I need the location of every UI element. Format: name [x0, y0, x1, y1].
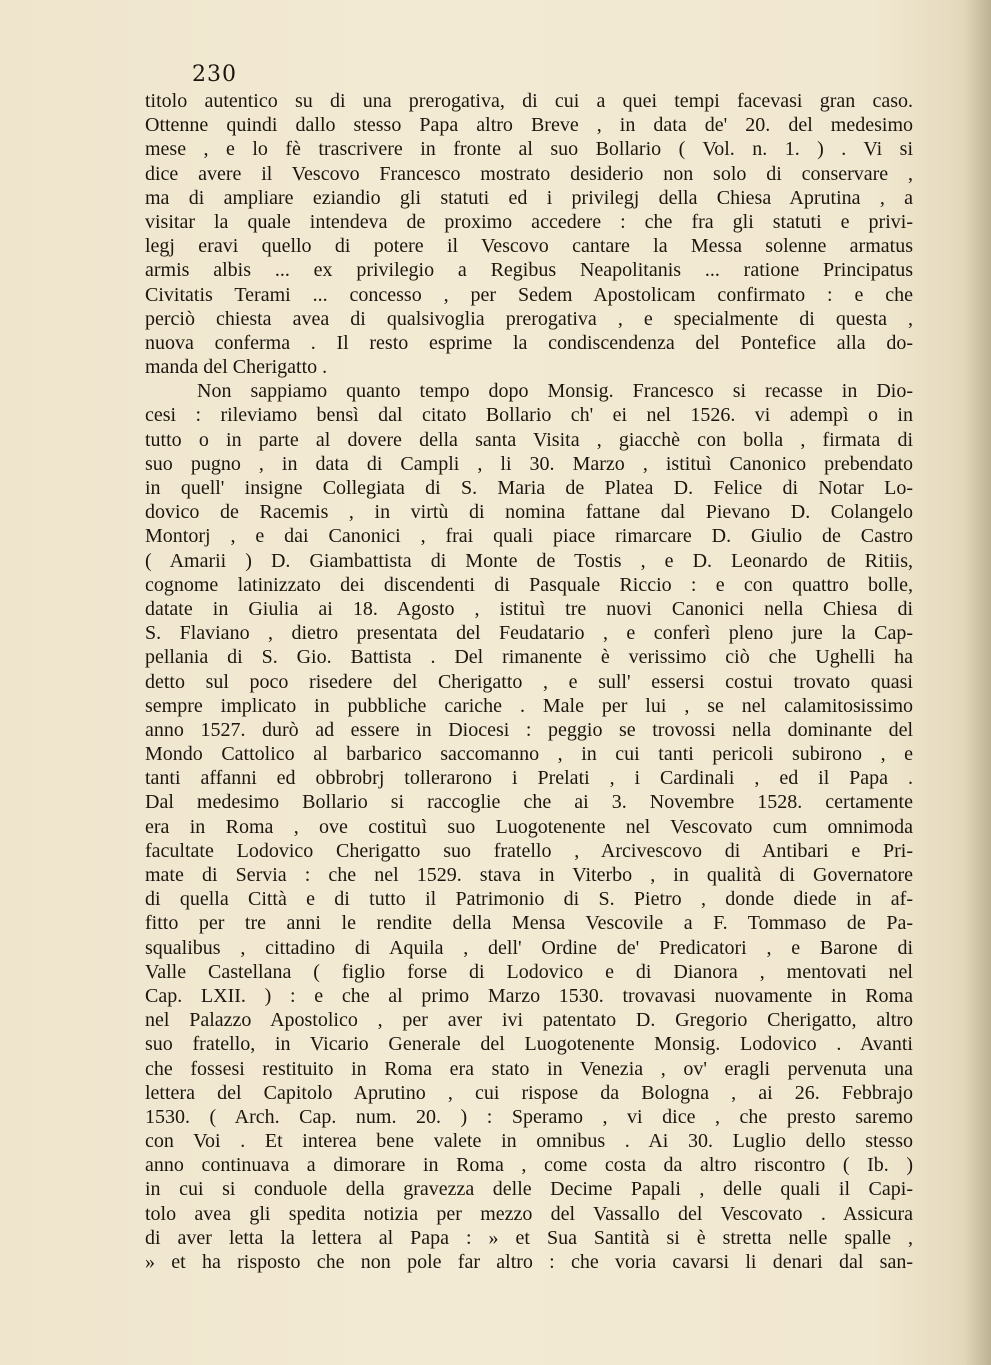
text-line: legj eravi quello di potere il Vescovo cantare la Messa solenne armatus	[145, 235, 913, 258]
text-line: S. Flaviano , dietro presentata del Feudatario , e conferì pleno jure la Cap-	[145, 622, 913, 645]
text-line: di quella Città e di tutto il Patrimonio di S. Pietro , donde diede in af-	[145, 888, 913, 911]
text-line: Montorj , e dai Canonici , frai quali piace rimarcare D. Giulio de Castro	[145, 525, 913, 548]
text-line: nuova conferma . Il resto esprime la condiscendenza del Pontefice alla do-	[145, 331, 913, 354]
text-line: lettera del Capitolo Aprutino , cui rispose da Bologna , ai 26. Febbrajo	[145, 1081, 913, 1104]
text-line: mese , e lo fè trascrivere in fronte al suo Bollario ( Vol. n. 1. ) . Vi si	[145, 138, 913, 161]
text-line: sempre implicato in pubbliche cariche . Male per lui , se nel calamitosissimo	[145, 694, 913, 717]
text-line: » et ha risposto che non pole far altro : che voria cavarsi li denari dal san-	[145, 1251, 913, 1273]
text-line: suo fratello, in Vicario Generale del Luogotenente Monsig. Lodovico . Avanti	[145, 1033, 913, 1056]
text-line: anno 1527. durò ad essere in Diocesi : peggio se trovossi nella dominante del	[145, 718, 913, 741]
text-line: armis albis ... ex privilegio a Regibus Neapolitanis ... ratione Principatus	[145, 259, 913, 282]
text-line: Dal medesimo Bollario si raccoglie che ai 3. Novembre 1528. certamente	[145, 791, 913, 814]
text-line: fitto per tre anni le rendite della Mensa Vescovile a F. Tommaso de Pa-	[145, 912, 913, 935]
text-line: ( Amarii ) D. Giambattista di Monte de Tostis , e D. Leonardo de Ritiis,	[145, 549, 913, 572]
text-line: 1530. ( Arch. Cap. num. 20. ) : Speramo , vi dice , che presto saremo	[145, 1105, 913, 1128]
text-line: in quell' insigne Collegiata di S. Maria de Platea D. Felice di Notar Lo-	[145, 477, 913, 499]
text-line: era in Roma , ove costituì suo Luogotenente nel Vescovato cum omnimoda	[145, 815, 913, 838]
text-line: manda del Cherigatto .	[145, 356, 328, 379]
page-number: 230	[192, 62, 237, 87]
text-line: Ottenne quindi dallo stesso Papa altro Breve , in data de' 20. del medesimo	[145, 114, 913, 137]
text-line: visitar la quale intendeva de proximo accedere : che fra gli statuti e privi-	[145, 210, 913, 233]
text-line: ma di ampliare eziandio gli statuti ed i privilegj della Chiesa Aprutina , a	[145, 186, 913, 209]
text-line: di aver letta la lettera al Papa : » et Sua Santità si è stretta nelle spalle ,	[145, 1226, 913, 1249]
text-line: perciò chiesta avea di qualsivoglia prerogativa , e specialmente di questa ,	[145, 307, 913, 330]
text-line: tolo avea gli spedita notizia per mezzo del Vassallo del Vescovato . Assicura	[145, 1202, 913, 1225]
text-line: dice avere il Vescovo Francesco mostrato desiderio non solo di conservare ,	[145, 162, 913, 185]
text-line: Cap. LXII. ) : e che al primo Marzo 1530. trovavasi nuovamente in Roma	[145, 984, 913, 1007]
text-line: cesi : rileviamo bensì dal citato Bollario ch' ei nel 1526. vi adempì o in	[145, 404, 913, 427]
text-line: dovico de Racemis , in virtù di nomina fattane dal Pievano D. Colangelo	[145, 501, 913, 524]
text-line: detto sul poco risedere del Cherigatto , e sull' essersi costui trovato quasi	[145, 670, 913, 693]
body-text	[145, 89, 913, 1274]
text-line: che fossesi restituito in Roma era stato in Venezia , ov' eragli pervenuta una	[145, 1057, 913, 1080]
text-line: Non sappiamo quanto tempo dopo Monsig. Francesco si recasse in Dio-	[197, 380, 913, 403]
text-line: datate in Giulia ai 18. Agosto , istituì tre nuovi Canonici nella Chiesa di	[145, 597, 913, 620]
text-line: squalibus , cittadino di Aquila , dell' Ordine de' Predicatori , e Barone di	[145, 936, 913, 959]
text-line: cognome latinizzato dei discendenti di Pasquale Riccio : e con quattro bolle,	[145, 573, 913, 596]
text-line: titolo autentico su di una prerogativa, di cui a quei tempi facevasi gran caso.	[145, 90, 913, 112]
text-line: anno continuava a dimorare in Roma , come costa da altro riscontro ( Ib. )	[145, 1154, 913, 1177]
text-line: nel Palazzo Apostolico , per aver ivi patentato D. Gregorio Cherigatto, altro	[145, 1009, 913, 1032]
text-line: in cui si conduole della gravezza delle Decime Papali , delle quali il Capi-	[145, 1178, 913, 1201]
text-line: tutto o in parte al dovere della santa Visita , giacchè con bolla , firmata di	[145, 428, 913, 451]
text-line: tanti affanni ed obbrobrj tollerarono i Prelati , i Cardinali , ed il Papa .	[145, 767, 913, 790]
text-line: Valle Castellana ( figlio forse di Lodovico e di Dianora , mentovati nel	[145, 960, 913, 983]
text-line: facultate Lodovico Cherigatto suo fratello , Arcivescovo di Antibari e Pri-	[145, 839, 913, 862]
text-line: pellania di S. Gio. Battista . Del rimanente è verissimo ciò che Ughelli ha	[145, 646, 913, 669]
text-line: mate di Servia : che nel 1529. stava in Viterbo , in qualità di Governatore	[145, 864, 913, 886]
text-line: Mondo Cattolico al barbarico saccomanno , in cui tanti pericoli subirono , e	[145, 743, 913, 766]
text-line: con Voi . Et interea bene valete in omnibus . Ai 30. Luglio dello stesso	[145, 1130, 913, 1153]
text-line: suo pugno , in data di Campli , li 30. Marzo , istituì Canonico prebendato	[145, 452, 913, 475]
page-edge-shadow	[965, 0, 991, 1365]
text-line: Civitatis Terami ... concesso , per Sedem Apostolicam confirmato : e che	[145, 283, 913, 306]
